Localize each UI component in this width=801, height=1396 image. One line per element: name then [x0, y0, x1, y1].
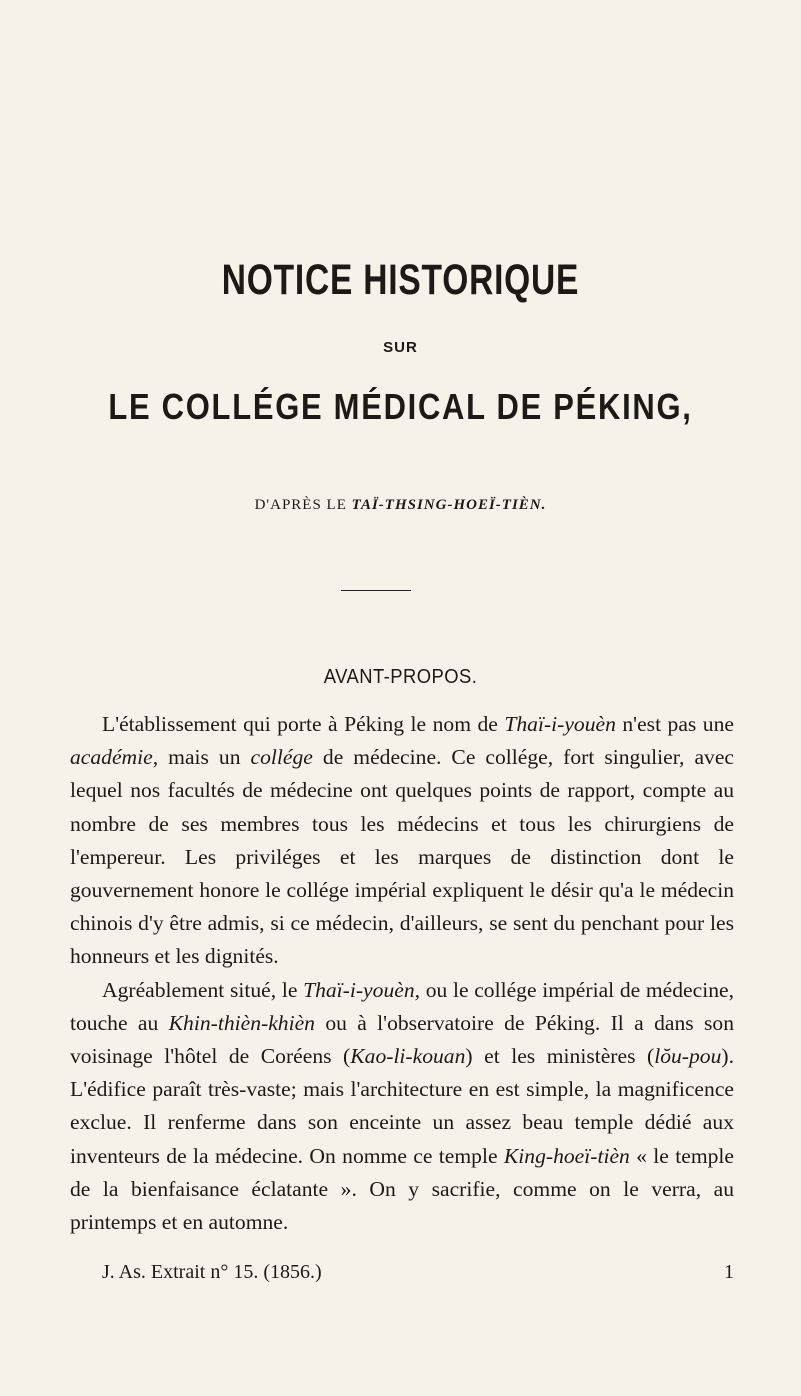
italic-term: Kao-li-kouan: [350, 1044, 466, 1069]
paragraph-1: [70, 708, 734, 974]
text-run: de médecine. Ce collége, fort singulier, avec lequel nos facultés de médecine ont quelques points de rapport, compte au nombre de ses membres tous les médecins et tous les chirurgiens de l'empereur. Les priviléges et les marques de distinction dont le gouvernement honore le collége impérial expliquent le désir qu'a le médecin chinois d'y être admis, si ce médecin, d'ailleurs, se sent du penchant pour les honneurs et les dignités.: [70, 745, 735, 969]
signature-mark: 1: [724, 1261, 734, 1283]
italic-term: King-hoeï-tièn: [503, 1143, 630, 1168]
text-run: Agréablement situé, le: [102, 977, 304, 1002]
italic-term: collége: [250, 745, 313, 770]
source-line: [0, 497, 801, 514]
italic-term: académie,: [70, 745, 159, 770]
text-run: mais un: [158, 745, 251, 770]
separator-rule: [341, 590, 411, 591]
source-name: TAÏ-THSING-HOEÏ-TIÈN.: [351, 497, 547, 513]
italic-term: Thaï-i-youèn: [504, 712, 616, 736]
text-run: ou le collége impérial de médecine, touche au: [70, 977, 734, 1035]
section-heading: AVANT-PROPOS.: [323, 666, 478, 688]
text-run: ) et les ministères (: [465, 1044, 655, 1069]
text-run: ). L'édifice paraît très-vaste; mais l'architecture en est simple, la magnificence exclue. Il renferme dans son enceinte un assez beau temple dédié aux inventeurs de la médecine. On nomme ce temple: [70, 1044, 734, 1168]
text-run: « le temple de la bienfaisance éclatante ». On y sacrifie, comme on le verra, au printemps et en automne.: [70, 1143, 734, 1235]
document-subtitle: LE COLLÉGE MÉDICAL DE PÉKING,: [108, 386, 693, 427]
text-run: n'est pas une: [615, 712, 734, 736]
italic-term: Khin-thièn-khièn: [168, 1010, 315, 1035]
text-run: ou à l'observatoire de Péking. Il a dans son voisinage l'hôtel de Coréens (: [70, 1010, 734, 1069]
source-prefix: D'APRÈS LE: [254, 497, 352, 513]
paragraph-2: [70, 974, 734, 1240]
document-title: NOTICE HISTORIQUE: [221, 256, 580, 304]
page-footer: [102, 1261, 734, 1284]
italic-term: Thaï-i-youèn,: [303, 977, 421, 1002]
italic-term: lŏu-pou: [654, 1044, 722, 1069]
journal-citation: J. As. Extrait n° 15. (1856.): [102, 1261, 322, 1283]
text-run: L'établissement qui porte à Péking le nom de: [102, 712, 505, 736]
body-text: [70, 708, 734, 1239]
title-connector: SUR: [383, 339, 418, 356]
